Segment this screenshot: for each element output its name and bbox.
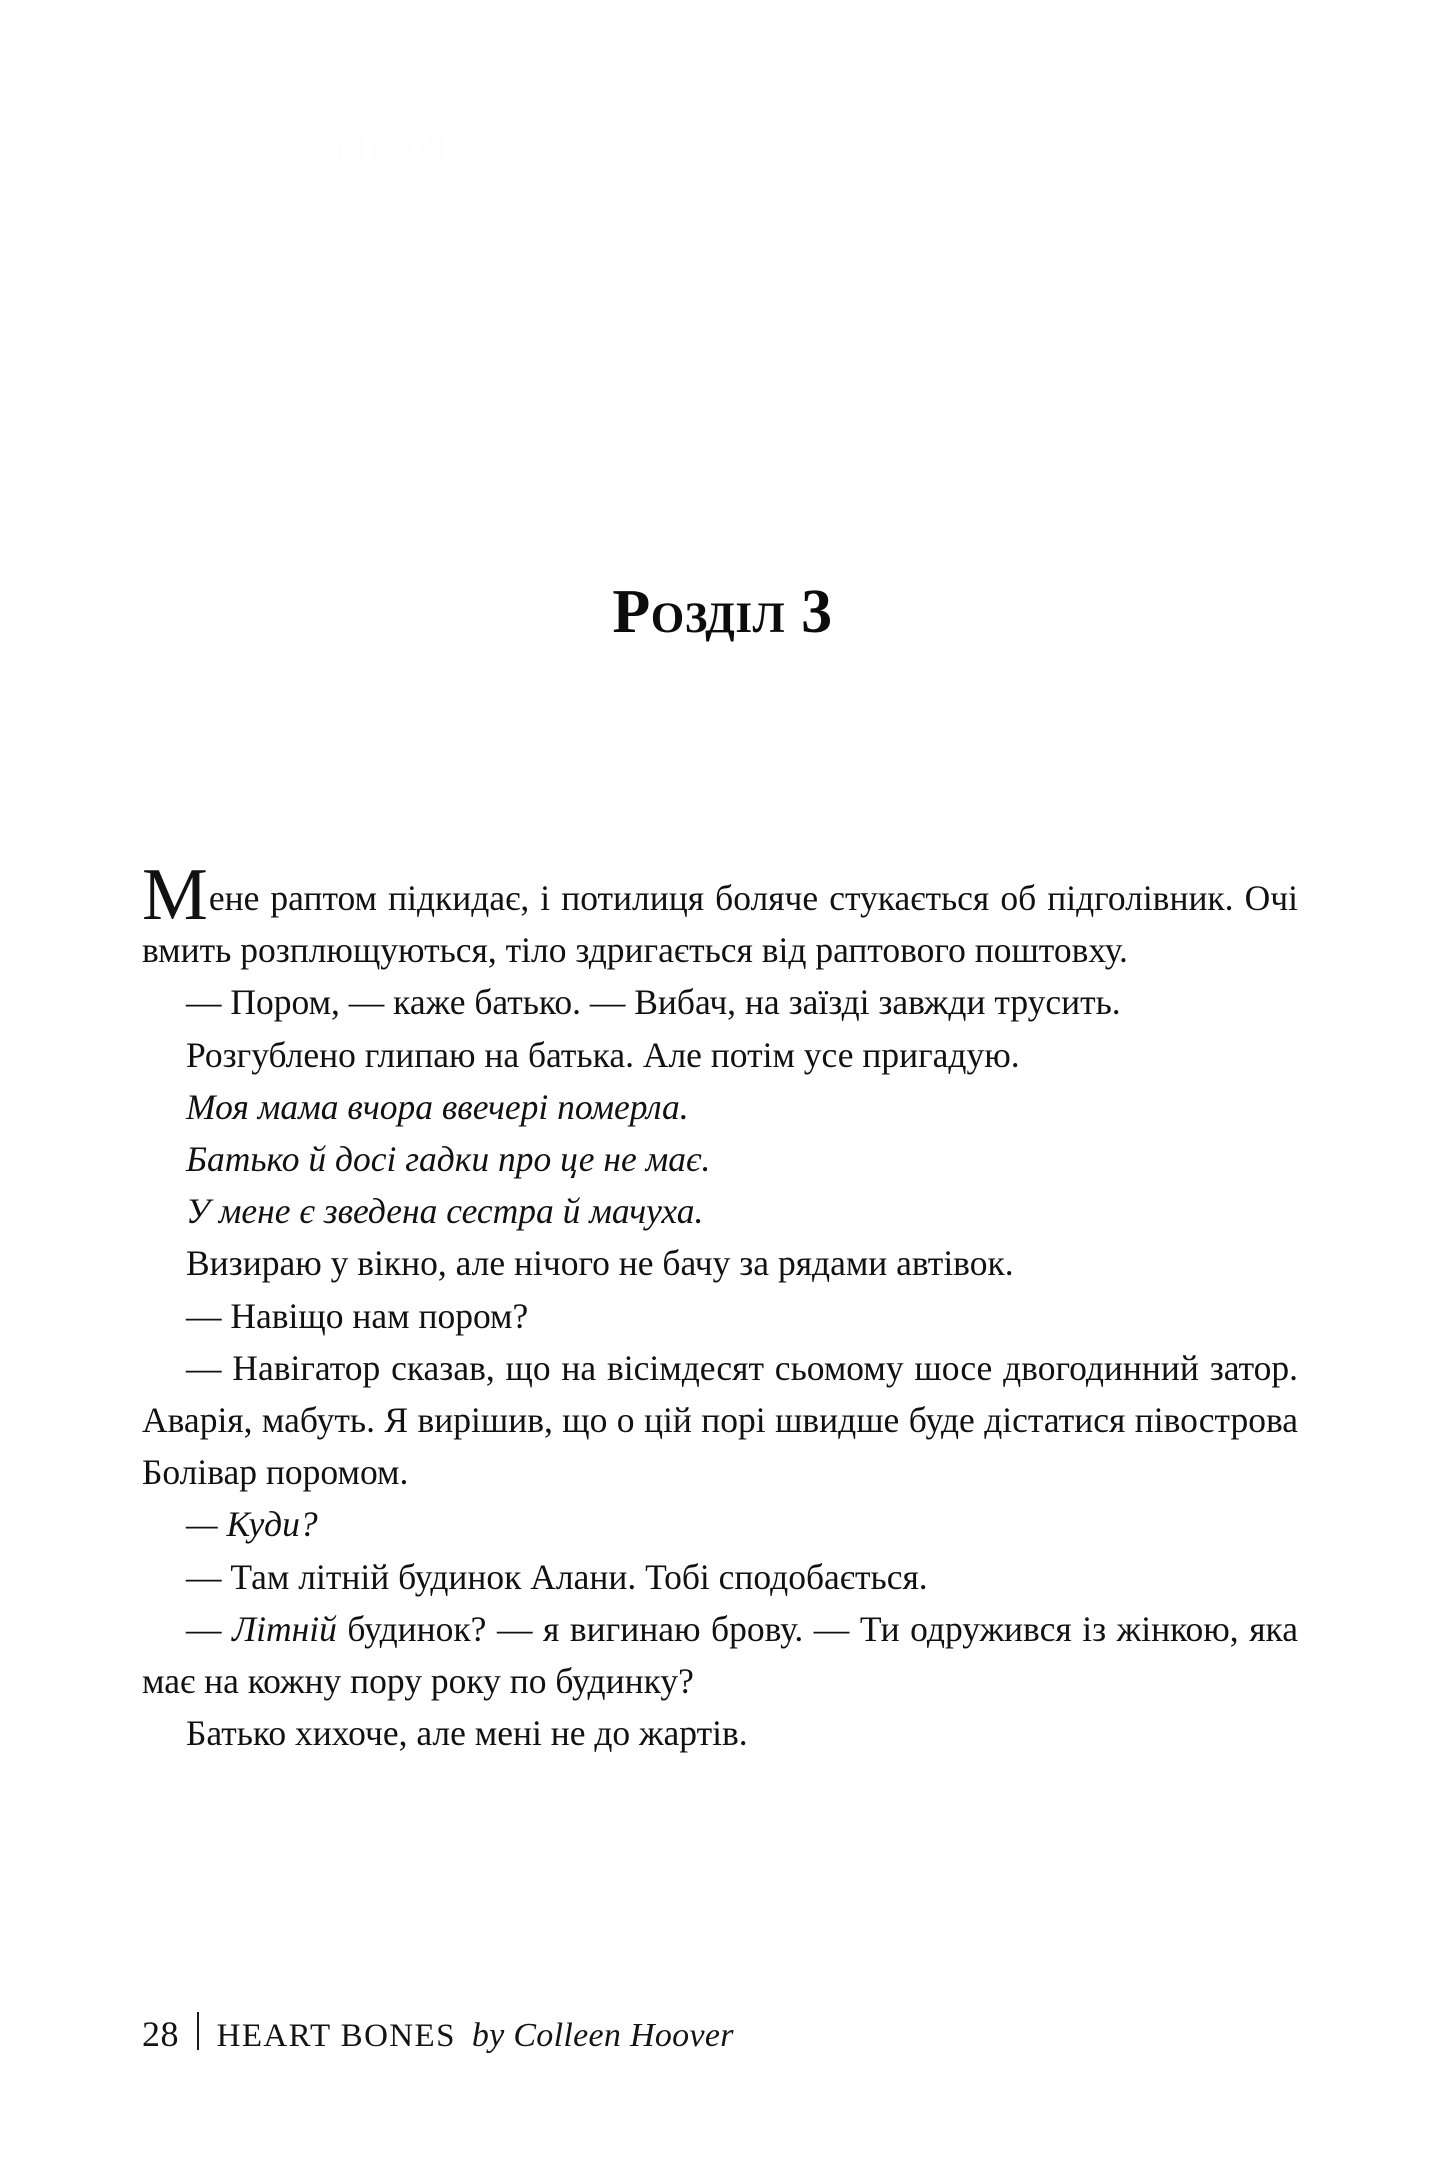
paragraph-12-emphasis: Літній bbox=[232, 1608, 337, 1649]
page-bleed-through-watermark bbox=[178, 120, 448, 380]
paragraph-12-dash: — bbox=[186, 1608, 233, 1649]
bleed-text: Розділ bbox=[333, 126, 448, 168]
paragraph-8-dialogue: — Навіщо нам пором? bbox=[186, 1295, 529, 1336]
footer-author-byline: by Colleen Hoover bbox=[471, 2017, 734, 2054]
paragraph-4-inner-thought: Моя мама вчора ввечері померла. bbox=[186, 1086, 689, 1127]
body-text bbox=[142, 854, 1299, 1759]
paragraph-1-text: ене раптом підкидає, і потилиця боляче стукається об підголівник. Очі вмить розплющуються, тіло здригається від раптового поштовху. bbox=[142, 878, 1298, 971]
paragraph-12-text: будинок? — я вигинаю брову. — Ти одружився із жінкою, яка має на кожну пору року по будинку? bbox=[142, 1608, 1299, 1702]
drop-cap: M bbox=[142, 854, 208, 936]
paragraph-13: Батько хихоче, але мені не до жартів. bbox=[186, 1713, 748, 1754]
chapter-title: Розділ 3 bbox=[612, 577, 833, 646]
paragraph-1 bbox=[142, 854, 1298, 976]
page-number: 28 bbox=[142, 2014, 179, 2054]
paragraph-11-dialogue: — Там літній будинок Алани. Тобі сподобається. bbox=[186, 1556, 928, 1597]
footer-divider-rule bbox=[197, 2012, 199, 2050]
paragraph-9-dialogue: — Навігатор сказав, що на вісімдесят сьомому шосе двогодинний затор. Аварія, мабуть. Я вирішив, що о цій порі швидше буде дістатися півострова Болівар поромом. bbox=[142, 1347, 1298, 1493]
running-footer bbox=[142, 2008, 734, 2055]
paragraph-3: Розгублено глипаю на батька. Але потім усе пригадую. bbox=[186, 1034, 1020, 1075]
paragraph-6-inner-thought: У мене є зведена сестра й мачуха. bbox=[186, 1191, 704, 1232]
paragraph-5-inner-thought: Батько й досі гадки про це не має. bbox=[186, 1139, 711, 1180]
paragraph-2: — Пором, — каже батько. — Вибач, на заїзді завжди трусить. bbox=[186, 982, 1121, 1023]
paragraph-10-dialogue: — Куди? bbox=[186, 1504, 318, 1545]
paragraph-12-dialogue bbox=[142, 1603, 1298, 1707]
paragraph-7: Визираю у вікно, але нічого не бачу за рядами автівок. bbox=[186, 1243, 1014, 1284]
footer-book-title: HEART BONES bbox=[216, 2018, 456, 2054]
